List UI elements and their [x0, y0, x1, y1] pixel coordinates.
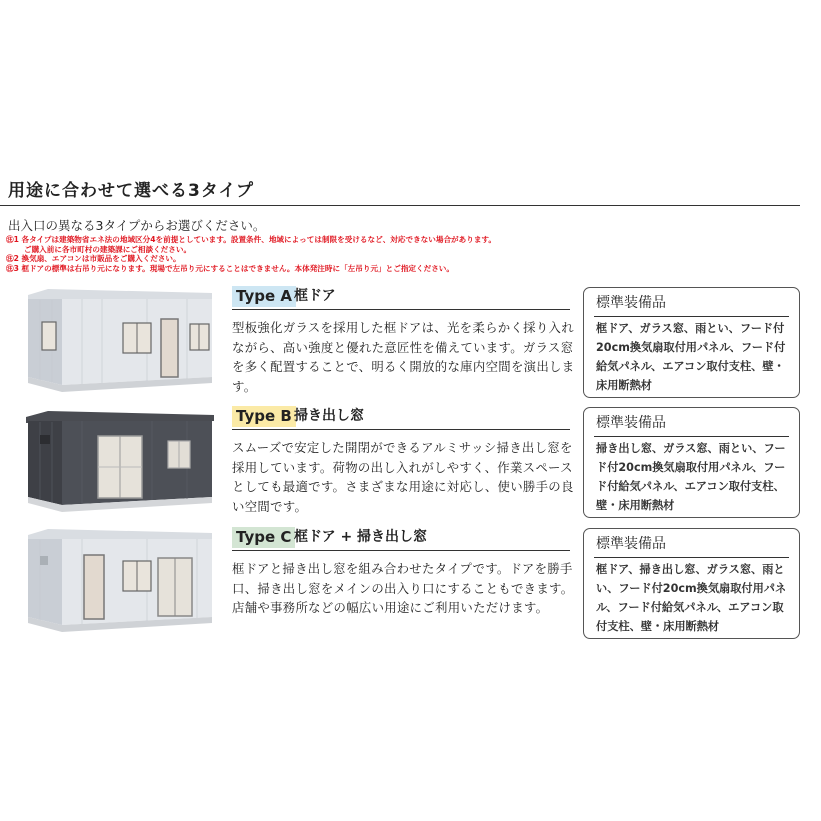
type-c-tag: Type C [232, 527, 295, 548]
equipment-divider [594, 316, 789, 317]
type-a-header [232, 286, 570, 310]
equipment-divider [594, 436, 789, 437]
storage-building-type-c-image [22, 525, 218, 637]
type-a-tag: Type A [232, 286, 296, 307]
type-b-description: スムーズで安定した開閉ができるアルミサッシ掃き出し窓を採用しています。荷物の出し入れがしやすく、作業スペースとしても最適です。さまざまな用途に対応し、使い勝手の良い空間です。 [232, 440, 574, 514]
equipment-title: 標準装備品 [596, 536, 666, 552]
page-title: 用途に合わせて選べる3タイプ [8, 181, 254, 201]
storage-building-type-a-image [22, 285, 218, 397]
equipment-divider [594, 557, 789, 558]
type-a-name: 框ドア [294, 288, 336, 304]
equipment-list: 框ドア、掃き出し窓、ガラス窓、雨とい、フード付20cm換気扇取付用パネル、フード付給気パネル、エアコン取付支柱、壁・床用断熱材 [596, 563, 787, 633]
notes [6, 235, 496, 273]
storage-building-type-b-image [22, 405, 218, 517]
type-b-tag: Type B [232, 406, 296, 427]
type-b-header [232, 406, 570, 430]
type-c-description: 框ドアと掃き出し窓を組み合わせたタイプです。ドアを勝手口、掃き出し窓をメインの出入り口にすることもできます。店舗や事務所などの幅広い用途にご利用いただけます。 [232, 561, 574, 616]
type-b-name: 掃き出し窓 [294, 408, 364, 424]
note-2: ㊟2 換気扇、エアコンは市販品をご購入ください。 [6, 254, 181, 264]
type-a-description: 型板強化ガラスを採用した框ドアは、光を柔らかく採り入れながら、高い強度と優れた意匠性を備えています。ガラス窓を多く配置することで、明るく開放的な庫内空間を演出します。 [232, 320, 575, 394]
subtitle: 出入口の異なる3タイプからお選びください。 [8, 218, 266, 233]
type-c-name: 框ドア + 掃き出し窓 [294, 529, 428, 545]
note-3: ㊟3 框ドアの標準は右吊り元になります。現場で左吊り元にすることはできません。本体発注時に「左吊り元」とご指定ください。 [6, 263, 454, 273]
note-1-cont: ご購入前に各市町村の建築課にご相談ください。 [24, 244, 192, 254]
equipment-list: 框ドア、ガラス窓、雨とい、フード付20cm換気扇取付用パネル、フード付給気パネル、エアコン取付支柱、壁・床用断熱材 [596, 322, 786, 392]
note-1: ㊟1 各タイプは建築物省エネ法の地域区分4を前提としています。設置条件、地域によっては制限を受けるなど、対応できない場合があります。 [6, 235, 497, 244]
type-a-equipment-box [583, 287, 800, 398]
equipment-title: 標準装備品 [596, 295, 666, 311]
type-b-equipment-box [583, 407, 800, 518]
equipment-title: 標準装備品 [596, 415, 666, 431]
type-c-header [232, 527, 570, 551]
title-divider [0, 205, 800, 206]
type-c-equipment-box [583, 528, 800, 639]
equipment-list: 掃き出し窓、ガラス窓、雨とい、フード付20cm換気扇取付用パネル、フード付給気パネル、エアコン取付支柱、壁・床用断熱材 [596, 442, 786, 512]
